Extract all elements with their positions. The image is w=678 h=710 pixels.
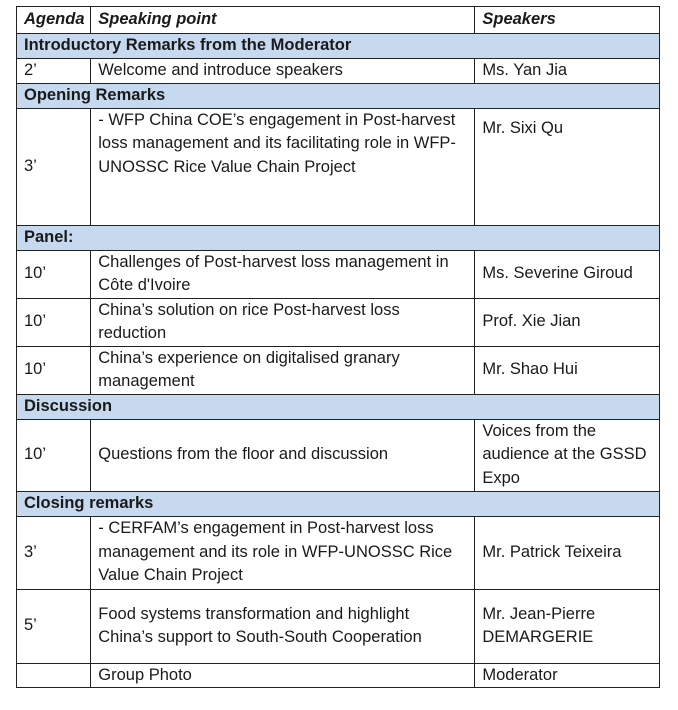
speaker-cell: Prof. Xie Jian bbox=[475, 298, 660, 346]
speaking-point-cell: Group Photo bbox=[91, 663, 475, 688]
section-row bbox=[17, 83, 660, 108]
speaking-point-cell: China’s experience on digitalised granary management bbox=[91, 346, 475, 394]
header-speaking-point: Speaking point bbox=[91, 7, 475, 34]
speaking-point-cell: Challenges of Post-harvest loss management in Côte d'Ivoire bbox=[91, 250, 475, 298]
speaker-cell: Mr. Jean-Pierre DEMARGERIE bbox=[475, 589, 660, 663]
table-row bbox=[17, 298, 660, 346]
time-cell: 3’ bbox=[17, 516, 91, 589]
speaker-cell: Mr. Shao Hui bbox=[475, 346, 660, 394]
section-title: Panel: bbox=[17, 225, 660, 250]
speaking-point-cell: Welcome and introduce speakers bbox=[91, 59, 475, 84]
table-row bbox=[17, 589, 660, 663]
table-row bbox=[17, 346, 660, 394]
time-cell: 3’ bbox=[17, 108, 91, 225]
speaker-cell: Ms. Yan Jia bbox=[475, 59, 660, 84]
speaker-cell: Voices from the audience at the GSSD Expo bbox=[475, 419, 660, 491]
section-row bbox=[17, 34, 660, 59]
time-cell: 10’ bbox=[17, 346, 91, 394]
section-title: Discussion bbox=[17, 394, 660, 419]
header-speakers: Speakers bbox=[475, 7, 660, 34]
time-cell: 10’ bbox=[17, 250, 91, 298]
section-row bbox=[17, 225, 660, 250]
section-row bbox=[17, 491, 660, 516]
section-row bbox=[17, 394, 660, 419]
speaking-point-cell: Questions from the floor and discussion bbox=[91, 419, 475, 491]
table-row bbox=[17, 250, 660, 298]
speaking-point-cell: China’s solution on rice Post-harvest loss reduction bbox=[91, 298, 475, 346]
table-row bbox=[17, 663, 660, 688]
table-row bbox=[17, 419, 660, 491]
time-cell: 5’ bbox=[17, 589, 91, 663]
speaker-cell: Moderator bbox=[475, 663, 660, 688]
speaker-cell: Mr. Patrick Teixeira bbox=[475, 516, 660, 589]
speaker-cell: Mr. Sixi Qu bbox=[475, 108, 660, 225]
time-cell: 10’ bbox=[17, 298, 91, 346]
header-row bbox=[17, 7, 660, 34]
section-title: Closing remarks bbox=[17, 491, 660, 516]
time-cell bbox=[17, 663, 91, 688]
section-title: Opening Remarks bbox=[17, 83, 660, 108]
speaking-point-cell: - WFP China COE’s engagement in Post-harvest loss management and its facilitating role in WFP- UNOSSC Rice Value Chain Project bbox=[91, 108, 475, 225]
time-cell: 2’ bbox=[17, 59, 91, 84]
time-cell: 10’ bbox=[17, 419, 91, 491]
header-agenda: Agenda bbox=[17, 7, 91, 34]
speaking-point-cell: - CERFAM’s engagement in Post-harvest loss management and its role in WFP-UNOSSC Rice Value Chain Project bbox=[91, 516, 475, 589]
table-row bbox=[17, 108, 660, 225]
section-title: Introductory Remarks from the Moderator bbox=[17, 34, 660, 59]
table-row bbox=[17, 516, 660, 589]
agenda-table bbox=[16, 6, 660, 688]
speaker-cell: Ms. Severine Giroud bbox=[475, 250, 660, 298]
table-row bbox=[17, 59, 660, 84]
speaking-point-cell: Food systems transformation and highlight China’s support to South-South Cooperation bbox=[91, 589, 475, 663]
